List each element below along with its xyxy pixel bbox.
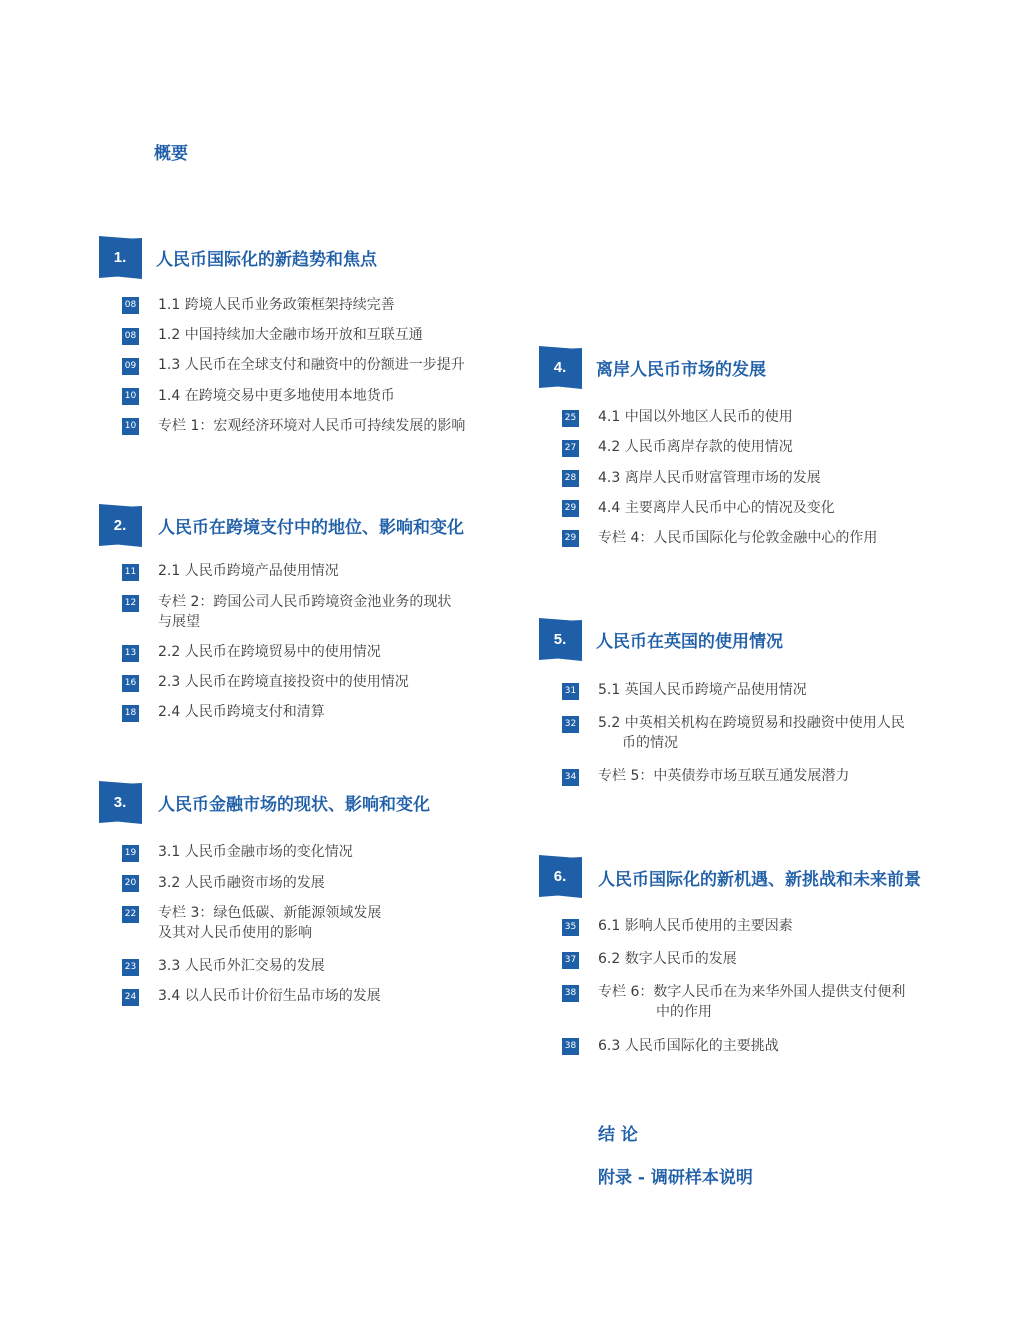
section-2-number-badge — [98, 503, 142, 547]
toc-page-number: 18 — [122, 705, 139, 722]
toc-page-number: 13 — [122, 645, 139, 662]
toc-item-line-cont: 中的作用 — [656, 1004, 712, 1020]
toc-page-number: 35 — [562, 919, 579, 936]
toc-page-number: 20 — [122, 875, 139, 892]
toc-item[interactable]: 6.3 人民币国际化的主要挑战 — [598, 1038, 779, 1054]
toc-item[interactable] — [598, 713, 905, 753]
section-1 — [98, 235, 142, 283]
toc-item[interactable]: 5.1 英国人民币跨境产品使用情况 — [598, 682, 807, 698]
toc-item-line-cont: 与展望 — [158, 614, 200, 630]
toc-page-number: 29 — [562, 530, 579, 547]
toc-page-number: 31 — [562, 683, 579, 700]
toc-item[interactable]: 2.1 人民币跨境产品使用情况 — [158, 563, 339, 579]
appendix-link[interactable]: 附录 - 调研样本说明 — [598, 1168, 753, 1188]
section-number: 3. — [113, 794, 127, 811]
toc-page-number: 24 — [122, 989, 139, 1006]
toc-item[interactable]: 3.2 人民币融资市场的发展 — [158, 875, 325, 891]
toc-item[interactable]: 2.2 人民币在跨境贸易中的使用情况 — [158, 644, 381, 660]
toc-item[interactable]: 1.2 中国持续加大金融市场开放和互联互通 — [158, 327, 423, 343]
toc-item[interactable]: 1.1 跨境人民币业务政策框架持续完善 — [158, 297, 395, 313]
toc-item-line: 5.2 中英相关机构在跨境贸易和投融资中使用人民 — [598, 715, 905, 731]
toc-item[interactable]: 6.1 影响人民币使用的主要因素 — [598, 918, 793, 934]
toc-item[interactable]: 3.3 人民币外汇交易的发展 — [158, 958, 325, 974]
toc-page-number: 09 — [122, 358, 139, 375]
toc-page-number: 28 — [562, 470, 579, 487]
toc-page-number: 38 — [562, 985, 579, 1002]
toc-item[interactable]: 4.3 离岸人民币财富管理市场的发展 — [598, 470, 821, 486]
toc-page-number: 32 — [562, 716, 579, 733]
toc-item[interactable]: 专栏 5：中英债券市场互联互通发展潜力 — [598, 768, 850, 784]
toc-page-number: 16 — [122, 675, 139, 692]
section-2-title[interactable]: 人民币在跨境支付中的地位、影响和变化 — [158, 518, 464, 538]
toc-item[interactable]: 4.4 主要离岸人民币中心的情况及变化 — [598, 500, 835, 516]
section-3 — [98, 780, 142, 828]
toc-page-number: 08 — [122, 328, 139, 345]
section-4 — [538, 345, 582, 393]
toc-item-line-cont: 币的情况 — [622, 735, 678, 751]
toc-page-number: 12 — [122, 595, 139, 612]
section-6 — [538, 854, 582, 902]
section-5-title[interactable]: 人民币在英国的使用情况 — [596, 632, 783, 652]
section-4-number-badge — [538, 345, 582, 389]
section-5 — [538, 617, 582, 665]
section-1-title[interactable]: 人民币国际化的新趋势和焦点 — [156, 250, 377, 270]
toc-item[interactable]: 4.1 中国以外地区人民币的使用 — [598, 409, 793, 425]
conclusion-link[interactable]: 结 论 — [598, 1125, 638, 1145]
toc-item[interactable]: 1.3 人民币在全球支付和融资中的份额进一步提升 — [158, 357, 465, 373]
toc-page-number: 34 — [562, 769, 579, 786]
toc-page-number: 08 — [122, 297, 139, 314]
toc-page-number: 10 — [122, 418, 139, 435]
section-number: 6. — [553, 868, 567, 885]
toc-item[interactable] — [598, 982, 905, 1022]
overview-heading[interactable]: 概要 — [154, 144, 188, 164]
section-5-number-badge — [538, 617, 582, 661]
toc-page-number: 22 — [122, 906, 139, 923]
toc-item[interactable]: 3.4 以人民币计价衍生品市场的发展 — [158, 988, 381, 1004]
section-2 — [98, 503, 142, 551]
toc-page-number: 25 — [562, 410, 579, 427]
toc-item[interactable] — [158, 592, 451, 632]
toc-item-line: 专栏 3：绿色低碳、新能源领域发展 — [158, 905, 382, 921]
section-number: 1. — [113, 249, 127, 266]
toc-item-line: 专栏 2：跨国公司人民币跨境资金池业务的现状 — [158, 594, 452, 610]
toc-page-number: 37 — [562, 952, 579, 969]
section-1-number-badge — [98, 235, 142, 279]
section-number: 4. — [553, 359, 567, 376]
toc-item[interactable]: 1.4 在跨境交易中更多地使用本地货币 — [158, 388, 395, 404]
toc-page-number: 19 — [122, 845, 139, 862]
section-3-title[interactable]: 人民币金融市场的现状、影响和变化 — [158, 795, 430, 815]
toc-item[interactable]: 4.2 人民币离岸存款的使用情况 — [598, 439, 793, 455]
toc-page-number: 27 — [562, 440, 579, 457]
section-6-number-badge — [538, 854, 582, 898]
toc-item[interactable]: 2.4 人民币跨境支付和清算 — [158, 704, 325, 720]
section-6-title[interactable]: 人民币国际化的新机遇、新挑战和未来前景 — [598, 870, 921, 890]
toc-item[interactable]: 专栏 4：人民币国际化与伦敦金融中心的作用 — [598, 530, 878, 546]
toc-page-number: 29 — [562, 500, 579, 517]
toc-page-number: 23 — [122, 959, 139, 976]
toc-item[interactable]: 6.2 数字人民币的发展 — [598, 951, 737, 967]
toc-item[interactable]: 3.1 人民币金融市场的变化情况 — [158, 844, 353, 860]
toc-item[interactable]: 2.3 人民币在跨境直接投资中的使用情况 — [158, 674, 409, 690]
toc-item-line: 专栏 6：数字人民币在为来华外国人提供支付便利 — [598, 984, 906, 1000]
toc-item-line-cont: 及其对人民币使用的影响 — [158, 925, 312, 941]
section-4-title[interactable]: 离岸人民币市场的发展 — [596, 360, 766, 380]
toc-page-number: 38 — [562, 1038, 579, 1055]
toc-item[interactable]: 专栏 1：宏观经济环境对人民币可持续发展的影响 — [158, 418, 466, 434]
section-number: 2. — [113, 517, 127, 534]
toc-item[interactable] — [158, 903, 381, 943]
section-number: 5. — [553, 631, 567, 648]
section-3-number-badge — [98, 780, 142, 824]
toc-page-number: 10 — [122, 388, 139, 405]
toc-page-number: 11 — [122, 564, 139, 581]
